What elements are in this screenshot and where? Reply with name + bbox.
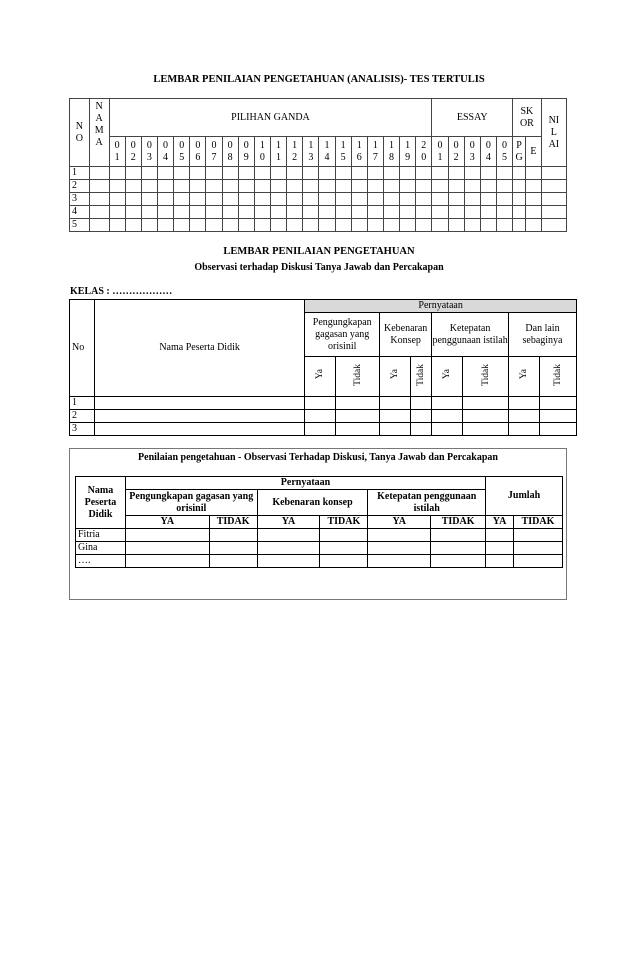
empty-cell	[496, 180, 512, 193]
empty-cell	[109, 206, 125, 219]
pg-number: 0 7	[206, 137, 222, 167]
empty-cell	[509, 423, 540, 436]
empty-cell	[464, 206, 480, 219]
empty-cell	[157, 206, 173, 219]
empty-cell	[125, 167, 141, 180]
empty-cell	[222, 219, 238, 232]
empty-cell	[174, 180, 190, 193]
empty-cell	[157, 180, 173, 193]
empty-cell	[125, 542, 209, 555]
empty-cell	[190, 193, 206, 206]
empty-cell	[305, 423, 336, 436]
empty-cell	[109, 193, 125, 206]
empty-cell	[383, 206, 399, 219]
empty-cell	[254, 180, 270, 193]
empty-cell	[238, 167, 254, 180]
pg-number: 1 2	[287, 137, 303, 167]
empty-cell	[94, 397, 304, 410]
empty-cell	[367, 206, 383, 219]
ya-header: Ya	[432, 357, 463, 397]
empty-cell	[526, 193, 542, 206]
student-name: Gina	[76, 542, 126, 555]
tidak-header: Tidak	[336, 357, 380, 397]
empty-cell	[336, 410, 380, 423]
empty-cell	[432, 206, 448, 219]
empty-cell	[448, 167, 464, 180]
empty-cell	[513, 206, 526, 219]
pg-number: 0 3	[141, 137, 157, 167]
empty-cell	[335, 193, 351, 206]
essay-number: 0 4	[480, 137, 496, 167]
empty-cell	[416, 219, 432, 232]
empty-cell	[157, 193, 173, 206]
empty-cell	[368, 542, 431, 555]
empty-cell	[157, 167, 173, 180]
section3-title: Penilaian pengetahuan - Observasi Terhadap Diskusi, Tanya Jawab dan Percakapan	[138, 452, 498, 463]
essay-number: 0 2	[448, 137, 464, 167]
empty-cell	[431, 529, 486, 542]
pg-number: 1 1	[270, 137, 286, 167]
empty-cell	[254, 193, 270, 206]
empty-cell	[509, 410, 540, 423]
ya-header: YA	[368, 516, 431, 529]
empty-cell	[416, 206, 432, 219]
pilihan-ganda-header: PILIHAN GANDA	[109, 99, 432, 137]
empty-cell	[222, 180, 238, 193]
empty-cell	[514, 529, 563, 542]
empty-cell	[400, 219, 416, 232]
empty-cell	[432, 410, 463, 423]
col-nama-header: N A M A	[89, 99, 109, 167]
empty-cell	[411, 423, 432, 436]
empty-cell	[319, 167, 335, 180]
empty-cell	[351, 167, 367, 180]
empty-cell	[431, 542, 486, 555]
empty-cell	[400, 193, 416, 206]
statement-group-header: Dan lain sebaginya	[509, 313, 577, 357]
empty-cell	[89, 180, 109, 193]
pg-number: 2 0	[416, 137, 432, 167]
empty-cell	[303, 180, 319, 193]
empty-cell	[480, 180, 496, 193]
empty-cell	[367, 219, 383, 232]
pg-number: 1 7	[367, 137, 383, 167]
empty-cell	[351, 206, 367, 219]
empty-cell	[464, 219, 480, 232]
empty-cell	[270, 206, 286, 219]
empty-cell	[351, 193, 367, 206]
empty-cell	[335, 206, 351, 219]
empty-cell	[400, 180, 416, 193]
empty-cell	[431, 555, 486, 568]
row-number: 3	[70, 423, 95, 436]
section2-title: LEMBAR PENILAIAN PENGETAHUAN	[223, 246, 415, 257]
empty-cell	[351, 180, 367, 193]
statement-group-header: Kebenaran Konsep	[380, 313, 432, 357]
empty-cell	[383, 219, 399, 232]
empty-cell	[125, 206, 141, 219]
empty-cell	[539, 397, 576, 410]
empty-cell	[303, 167, 319, 180]
pg-number: 1 8	[383, 137, 399, 167]
empty-cell	[432, 423, 463, 436]
empty-cell	[206, 180, 222, 193]
empty-cell	[89, 193, 109, 206]
empty-cell	[109, 219, 125, 232]
essay-number: 0 3	[464, 137, 480, 167]
empty-cell	[305, 397, 336, 410]
empty-cell	[209, 555, 257, 568]
empty-cell	[257, 555, 320, 568]
row-number: 1	[70, 167, 90, 180]
empty-cell	[541, 206, 566, 219]
empty-cell	[190, 206, 206, 219]
empty-cell	[270, 167, 286, 180]
empty-cell	[287, 193, 303, 206]
empty-cell	[463, 397, 509, 410]
empty-cell	[526, 180, 542, 193]
tidak-header: Tidak	[539, 357, 576, 397]
empty-cell	[541, 167, 566, 180]
empty-cell	[336, 423, 380, 436]
empty-cell	[411, 397, 432, 410]
col-nama-header: Nama Peserta Didik	[76, 477, 126, 529]
empty-cell	[209, 542, 257, 555]
empty-cell	[303, 193, 319, 206]
row-number: 2	[70, 410, 95, 423]
empty-cell	[174, 219, 190, 232]
empty-cell	[254, 206, 270, 219]
empty-cell	[89, 219, 109, 232]
empty-cell	[336, 397, 380, 410]
empty-cell	[400, 167, 416, 180]
ya-header: YA	[125, 516, 209, 529]
empty-cell	[270, 219, 286, 232]
statement-group-header: Ketepatan penggunaan istilah	[368, 490, 486, 516]
empty-cell	[190, 167, 206, 180]
pg-number: 0 8	[222, 137, 238, 167]
empty-cell	[206, 206, 222, 219]
empty-cell	[463, 423, 509, 436]
empty-cell	[141, 219, 157, 232]
empty-cell	[400, 206, 416, 219]
analysis-table	[69, 98, 567, 232]
row-number: 3	[70, 193, 90, 206]
empty-cell	[541, 219, 566, 232]
empty-cell	[367, 193, 383, 206]
empty-cell	[496, 193, 512, 206]
empty-cell	[367, 167, 383, 180]
essay-number: 0 5	[496, 137, 512, 167]
student-name: Fitria	[76, 529, 126, 542]
empty-cell	[416, 167, 432, 180]
pg-number: 1 5	[335, 137, 351, 167]
empty-cell	[319, 219, 335, 232]
empty-cell	[539, 410, 576, 423]
empty-cell	[509, 397, 540, 410]
empty-cell	[89, 167, 109, 180]
empty-cell	[190, 219, 206, 232]
statement-group-header: Ketepatan penggunaan istilah	[432, 313, 509, 357]
summary-table	[75, 476, 563, 568]
empty-cell	[222, 167, 238, 180]
empty-cell	[448, 219, 464, 232]
empty-cell	[94, 410, 304, 423]
empty-cell	[486, 555, 514, 568]
empty-cell	[319, 193, 335, 206]
empty-cell	[513, 219, 526, 232]
empty-cell	[141, 206, 157, 219]
ya-header: Ya	[305, 357, 336, 397]
tidak-header: Tidak	[463, 357, 509, 397]
observation-table	[69, 299, 577, 436]
summary-box	[69, 448, 567, 600]
empty-cell	[238, 219, 254, 232]
empty-cell	[125, 180, 141, 193]
empty-cell	[109, 180, 125, 193]
empty-cell	[141, 167, 157, 180]
empty-cell	[287, 167, 303, 180]
empty-cell	[303, 206, 319, 219]
empty-cell	[432, 167, 448, 180]
empty-cell	[125, 529, 209, 542]
empty-cell	[432, 397, 463, 410]
row-number: 4	[70, 206, 90, 219]
empty-cell	[513, 193, 526, 206]
empty-cell	[486, 529, 514, 542]
empty-cell	[514, 555, 563, 568]
section2-subtitle: Observasi terhadap Diskusi Tanya Jawab dan Percakapan	[194, 262, 444, 273]
empty-cell	[480, 193, 496, 206]
ya-header: YA	[257, 516, 320, 529]
empty-cell	[174, 193, 190, 206]
pg-number: 0 4	[157, 137, 173, 167]
ya-header: Ya	[509, 357, 540, 397]
section1-title: LEMBAR PENILAIAN PENGETAHUAN (ANALISIS)- TES TERTULIS	[153, 74, 485, 85]
empty-cell	[351, 219, 367, 232]
empty-cell	[206, 219, 222, 232]
empty-cell	[383, 180, 399, 193]
pg-number: 0 2	[125, 137, 141, 167]
empty-cell	[141, 193, 157, 206]
row-number: 1	[70, 397, 95, 410]
empty-cell	[335, 219, 351, 232]
empty-cell	[514, 542, 563, 555]
skor-header: SK OR	[513, 99, 542, 137]
empty-cell	[305, 410, 336, 423]
empty-cell	[526, 167, 542, 180]
row-number: 2	[70, 180, 90, 193]
nilai-header: NI L AI	[541, 99, 566, 167]
col-no-header: No	[70, 300, 95, 397]
empty-cell	[238, 206, 254, 219]
empty-cell	[257, 529, 320, 542]
empty-cell	[480, 219, 496, 232]
empty-cell	[480, 167, 496, 180]
pernyataan-header: Pernyataan	[125, 477, 485, 490]
empty-cell	[190, 180, 206, 193]
empty-cell	[496, 206, 512, 219]
statement-group-header: Pengungkapan gagasan yang orisinil	[125, 490, 257, 516]
empty-cell	[496, 219, 512, 232]
empty-cell	[464, 193, 480, 206]
empty-cell	[526, 219, 542, 232]
empty-cell	[463, 410, 509, 423]
empty-cell	[270, 180, 286, 193]
empty-cell	[94, 423, 304, 436]
empty-cell	[448, 193, 464, 206]
empty-cell	[380, 423, 411, 436]
pg-number: 0 5	[174, 137, 190, 167]
tidak-header: TIDAK	[209, 516, 257, 529]
pg-number: 0 6	[190, 137, 206, 167]
empty-cell	[411, 410, 432, 423]
empty-cell	[335, 180, 351, 193]
empty-cell	[416, 180, 432, 193]
empty-cell	[383, 167, 399, 180]
empty-cell	[319, 206, 335, 219]
statement-group-header: Pengungkapan gagasan yang orisinil	[305, 313, 380, 357]
tidak-header: TIDAK	[431, 516, 486, 529]
pernyataan-header: Pernyataan	[305, 300, 577, 313]
kelas-label: KELAS : ………………	[70, 286, 173, 297]
empty-cell	[89, 206, 109, 219]
empty-cell	[541, 193, 566, 206]
empty-cell	[254, 167, 270, 180]
pg-number: 1 9	[400, 137, 416, 167]
empty-cell	[320, 529, 368, 542]
skor-sub: E	[526, 137, 542, 167]
empty-cell	[368, 529, 431, 542]
empty-cell	[254, 219, 270, 232]
empty-cell	[174, 167, 190, 180]
empty-cell	[448, 206, 464, 219]
tidak-header: TIDAK	[514, 516, 563, 529]
empty-cell	[380, 397, 411, 410]
empty-cell	[383, 193, 399, 206]
empty-cell	[526, 206, 542, 219]
empty-cell	[303, 219, 319, 232]
tidak-header: TIDAK	[320, 516, 368, 529]
empty-cell	[380, 410, 411, 423]
empty-cell	[486, 542, 514, 555]
empty-cell	[541, 180, 566, 193]
empty-cell	[109, 167, 125, 180]
pg-number: 1 6	[351, 137, 367, 167]
empty-cell	[257, 542, 320, 555]
tidak-header: Tidak	[411, 357, 432, 397]
statement-group-header: Kebenaran konsep	[257, 490, 368, 516]
essay-number: 0 1	[432, 137, 448, 167]
empty-cell	[448, 180, 464, 193]
empty-cell	[238, 180, 254, 193]
ya-header: Ya	[380, 357, 411, 397]
empty-cell	[125, 193, 141, 206]
empty-cell	[287, 180, 303, 193]
pg-number: 1 4	[319, 137, 335, 167]
empty-cell	[539, 423, 576, 436]
empty-cell	[206, 167, 222, 180]
empty-cell	[335, 167, 351, 180]
ya-header: YA	[486, 516, 514, 529]
student-name: ….	[76, 555, 126, 568]
empty-cell	[174, 206, 190, 219]
empty-cell	[432, 193, 448, 206]
empty-cell	[287, 206, 303, 219]
pg-number: 1 3	[303, 137, 319, 167]
col-no-header: N O	[70, 99, 90, 167]
empty-cell	[496, 167, 512, 180]
empty-cell	[464, 167, 480, 180]
empty-cell	[206, 193, 222, 206]
empty-cell	[287, 219, 303, 232]
pg-number: 1 0	[254, 137, 270, 167]
empty-cell	[222, 206, 238, 219]
empty-cell	[367, 180, 383, 193]
empty-cell	[464, 180, 480, 193]
empty-cell	[368, 555, 431, 568]
pg-number: 0 1	[109, 137, 125, 167]
col-nama-header: Nama Peserta Didik	[94, 300, 304, 397]
empty-cell	[125, 219, 141, 232]
empty-cell	[432, 180, 448, 193]
empty-cell	[319, 180, 335, 193]
empty-cell	[222, 193, 238, 206]
empty-cell	[416, 193, 432, 206]
essay-header: ESSAY	[432, 99, 513, 137]
empty-cell	[238, 193, 254, 206]
jumlah-header: Jumlah	[486, 477, 563, 516]
pg-number: 0 9	[238, 137, 254, 167]
empty-cell	[513, 167, 526, 180]
skor-sub: P G	[513, 137, 526, 167]
empty-cell	[157, 219, 173, 232]
empty-cell	[141, 180, 157, 193]
empty-cell	[125, 555, 209, 568]
empty-cell	[270, 193, 286, 206]
empty-cell	[209, 529, 257, 542]
empty-cell	[320, 542, 368, 555]
empty-cell	[480, 206, 496, 219]
empty-cell	[432, 219, 448, 232]
row-number: 5	[70, 219, 90, 232]
empty-cell	[513, 180, 526, 193]
empty-cell	[320, 555, 368, 568]
